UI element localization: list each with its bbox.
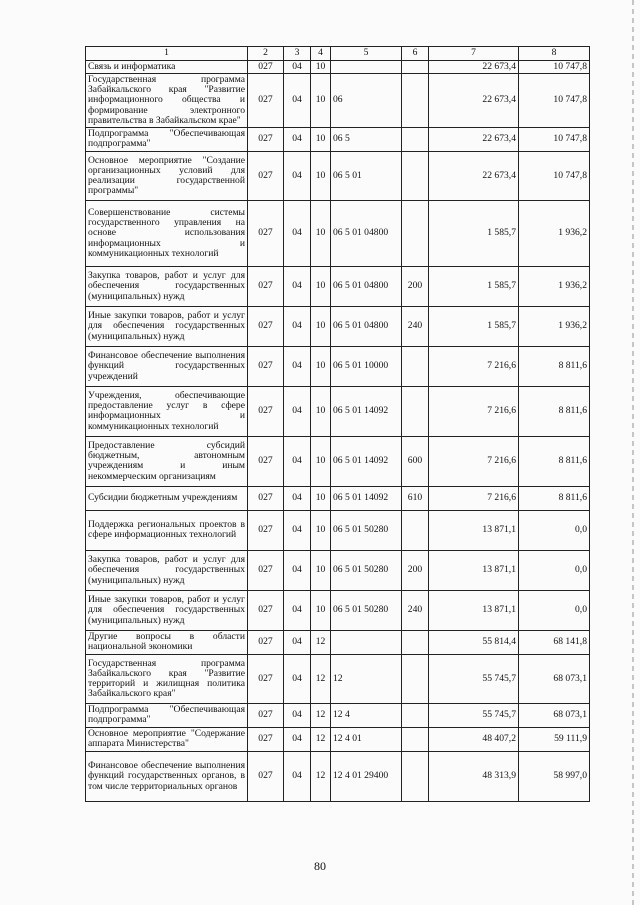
- row-admin-code-cell: 027: [248, 266, 284, 306]
- row-target-article-cell: 12 4: [331, 703, 402, 727]
- row-name-cell: Совершенствование системы государственного управления на основе использования информационных и коммуникационных технологий: [86, 200, 248, 266]
- row-amount-1-cell: 22 673,4: [429, 151, 519, 200]
- row-target-article-cell: 06 5 01 14092: [331, 486, 402, 510]
- row-amount-2-cell: 59 111,9: [519, 727, 590, 751]
- row-target-article-cell: 06 5 01 50280: [331, 550, 402, 590]
- row-expense-type-cell: [402, 151, 429, 200]
- table-row: [86, 151, 590, 200]
- row-expense-type-cell: [402, 654, 429, 703]
- row-name-cell: Закупка товаров, работ и услуг для обеспечения государственных (муниципальных) нужд: [86, 266, 248, 306]
- row-subsection-cell: 10: [311, 74, 331, 128]
- row-amount-1-cell: 55 814,4: [429, 630, 519, 654]
- row-target-article-cell: 06: [331, 74, 402, 128]
- table-row: [86, 751, 590, 801]
- row-target-article-cell: 12 4 01: [331, 727, 402, 751]
- table-row: [86, 386, 590, 436]
- row-name-cell: Закупка товаров, работ и услуг для обеспечения государственных (муниципальных) нужд: [86, 550, 248, 590]
- row-admin-code-cell: 027: [248, 630, 284, 654]
- row-admin-code-cell: 027: [248, 550, 284, 590]
- row-amount-2-cell: 0,0: [519, 550, 590, 590]
- row-subsection-cell: 10: [311, 61, 331, 74]
- row-target-article-cell: 12: [331, 654, 402, 703]
- row-name-cell: Подпрограмма "Обеспечивающая подпрограмма": [86, 703, 248, 727]
- header-cell: 6: [402, 47, 429, 61]
- row-amount-2-cell: 10 747,8: [519, 151, 590, 200]
- table-row: [86, 436, 590, 486]
- row-section-cell: 04: [284, 151, 311, 200]
- row-expense-type-cell: [402, 346, 429, 386]
- header-cell: 2: [248, 47, 284, 61]
- row-admin-code-cell: 027: [248, 74, 284, 128]
- table-row: [86, 346, 590, 386]
- row-amount-1-cell: 22 673,4: [429, 74, 519, 128]
- table-row: [86, 306, 590, 346]
- header-cell: 7: [429, 47, 519, 61]
- row-amount-1-cell: 48 313,9: [429, 751, 519, 801]
- row-subsection-cell: 10: [311, 486, 331, 510]
- row-name-cell: Основное мероприятие "Содержание аппарата Министерства": [86, 727, 248, 751]
- row-name-cell: Предоставление субсидий бюджетным, автономным учреждениям и иным некоммерческим организациям: [86, 436, 248, 486]
- row-section-cell: 04: [284, 346, 311, 386]
- row-name-cell: Подпрограмма "Обеспечивающая подпрограмма": [86, 127, 248, 151]
- row-expense-type-cell: [402, 74, 429, 128]
- row-name-cell: Финансовое обеспечение выполнения функций государственных учреждений: [86, 346, 248, 386]
- row-target-article-cell: 06 5 01 50280: [331, 510, 402, 550]
- row-subsection-cell: 10: [311, 306, 331, 346]
- row-target-article-cell: 06 5 01 14092: [331, 386, 402, 436]
- row-section-cell: 04: [284, 654, 311, 703]
- row-subsection-cell: 10: [311, 200, 331, 266]
- row-amount-1-cell: 48 407,2: [429, 727, 519, 751]
- row-subsection-cell: 10: [311, 510, 331, 550]
- row-amount-2-cell: 8 811,6: [519, 386, 590, 436]
- row-admin-code-cell: 027: [248, 200, 284, 266]
- row-expense-type-cell: 200: [402, 550, 429, 590]
- row-target-article-cell: 06 5 01: [331, 151, 402, 200]
- row-expense-type-cell: [402, 127, 429, 151]
- row-section-cell: 04: [284, 510, 311, 550]
- row-subsection-cell: 10: [311, 151, 331, 200]
- row-expense-type-cell: 200: [402, 266, 429, 306]
- row-subsection-cell: 12: [311, 751, 331, 801]
- row-admin-code-cell: 027: [248, 306, 284, 346]
- row-target-article-cell: 12 4 01 29400: [331, 751, 402, 801]
- table-row: [86, 74, 590, 128]
- row-amount-1-cell: 1 585,7: [429, 306, 519, 346]
- row-name-cell: Государственная программа Забайкальского края "Развитие территорий и жилищная политика Забайкальского края": [86, 654, 248, 703]
- row-name-cell: Связь и информатика: [86, 61, 248, 74]
- header-cell: 8: [519, 47, 590, 61]
- row-expense-type-cell: 610: [402, 486, 429, 510]
- row-section-cell: 04: [284, 61, 311, 74]
- row-target-article-cell: [331, 630, 402, 654]
- row-amount-2-cell: 8 811,6: [519, 346, 590, 386]
- row-section-cell: 04: [284, 127, 311, 151]
- row-amount-1-cell: 13 871,1: [429, 590, 519, 630]
- row-amount-2-cell: 1 936,2: [519, 266, 590, 306]
- table-row: [86, 266, 590, 306]
- row-admin-code-cell: 027: [248, 751, 284, 801]
- row-name-cell: Финансовое обеспечение выполнения функций государственных органов, в том числе территориальных органов: [86, 751, 248, 801]
- row-admin-code-cell: 027: [248, 510, 284, 550]
- row-admin-code-cell: 027: [248, 151, 284, 200]
- row-amount-2-cell: 10 747,8: [519, 127, 590, 151]
- row-section-cell: 04: [284, 436, 311, 486]
- table-row: [86, 127, 590, 151]
- row-amount-2-cell: 68 073,1: [519, 654, 590, 703]
- row-amount-2-cell: 8 811,6: [519, 486, 590, 510]
- table-row: [86, 550, 590, 590]
- row-amount-1-cell: 55 745,7: [429, 654, 519, 703]
- row-expense-type-cell: [402, 630, 429, 654]
- table-row: [86, 61, 590, 74]
- row-subsection-cell: 10: [311, 436, 331, 486]
- row-subsection-cell: 12: [311, 630, 331, 654]
- row-amount-1-cell: 13 871,1: [429, 510, 519, 550]
- row-target-article-cell: 06 5: [331, 127, 402, 151]
- row-name-cell: Субсидии бюджетным учреждениям: [86, 486, 248, 510]
- row-name-cell: Иные закупки товаров, работ и услуг для обеспечения государственных (муниципальных) нужд: [86, 306, 248, 346]
- row-expense-type-cell: [402, 703, 429, 727]
- row-expense-type-cell: [402, 510, 429, 550]
- table-row: [86, 200, 590, 266]
- row-section-cell: 04: [284, 590, 311, 630]
- row-section-cell: 04: [284, 266, 311, 306]
- row-section-cell: 04: [284, 306, 311, 346]
- row-amount-2-cell: 58 997,0: [519, 751, 590, 801]
- row-target-article-cell: [331, 61, 402, 74]
- row-expense-type-cell: [402, 200, 429, 266]
- row-name-cell: Учреждения, обеспечивающие предоставление услуг в сфере информационных и коммуникационных технологий: [86, 386, 248, 436]
- row-expense-type-cell: 600: [402, 436, 429, 486]
- row-name-cell: Иные закупки товаров, работ и услуг для обеспечения государственных (муниципальных) нужд: [86, 590, 248, 630]
- row-expense-type-cell: [402, 727, 429, 751]
- row-section-cell: 04: [284, 550, 311, 590]
- row-admin-code-cell: 027: [248, 654, 284, 703]
- row-target-article-cell: 06 5 01 04800: [331, 306, 402, 346]
- row-section-cell: 04: [284, 486, 311, 510]
- row-target-article-cell: 06 5 01 50280: [331, 590, 402, 630]
- row-subsection-cell: 10: [311, 386, 331, 436]
- header-cell: 5: [331, 47, 402, 61]
- row-subsection-cell: 12: [311, 703, 331, 727]
- row-admin-code-cell: 027: [248, 346, 284, 386]
- row-admin-code-cell: 027: [248, 486, 284, 510]
- row-amount-2-cell: 10 747,8: [519, 61, 590, 74]
- row-subsection-cell: 12: [311, 727, 331, 751]
- row-amount-2-cell: 8 811,6: [519, 436, 590, 486]
- row-admin-code-cell: 027: [248, 386, 284, 436]
- row-amount-1-cell: 13 871,1: [429, 550, 519, 590]
- row-expense-type-cell: 240: [402, 306, 429, 346]
- row-amount-1-cell: 1 585,7: [429, 200, 519, 266]
- table-row: [86, 703, 590, 727]
- row-subsection-cell: 10: [311, 127, 331, 151]
- row-admin-code-cell: 027: [248, 703, 284, 727]
- row-name-cell: Основное мероприятие "Создание организационных условий для реализации государственной программы": [86, 151, 248, 200]
- row-amount-1-cell: 7 216,6: [429, 486, 519, 510]
- row-admin-code-cell: 027: [248, 61, 284, 74]
- header-cell: 1: [86, 47, 248, 61]
- row-target-article-cell: 06 5 01 14092: [331, 436, 402, 486]
- budget-table: [85, 46, 590, 802]
- row-amount-1-cell: 22 673,4: [429, 61, 519, 74]
- row-section-cell: 04: [284, 74, 311, 128]
- row-amount-1-cell: 7 216,6: [429, 346, 519, 386]
- row-expense-type-cell: [402, 751, 429, 801]
- row-target-article-cell: 06 5 01 10000: [331, 346, 402, 386]
- row-admin-code-cell: 027: [248, 436, 284, 486]
- row-section-cell: 04: [284, 703, 311, 727]
- table-row: [86, 510, 590, 550]
- row-amount-1-cell: 1 585,7: [429, 266, 519, 306]
- row-amount-2-cell: 68 141,8: [519, 630, 590, 654]
- table-header-row: [86, 47, 590, 61]
- page-number: 80: [314, 859, 326, 873]
- row-name-cell: Другие вопросы в области национальной экономики: [86, 630, 248, 654]
- row-section-cell: 04: [284, 386, 311, 436]
- table-row: [86, 727, 590, 751]
- row-target-article-cell: 06 5 01 04800: [331, 266, 402, 306]
- table-row: [86, 590, 590, 630]
- row-expense-type-cell: 240: [402, 590, 429, 630]
- row-expense-type-cell: [402, 61, 429, 74]
- row-amount-2-cell: 0,0: [519, 510, 590, 550]
- row-admin-code-cell: 027: [248, 590, 284, 630]
- row-subsection-cell: 10: [311, 590, 331, 630]
- row-amount-2-cell: 10 747,8: [519, 74, 590, 128]
- header-cell: 3: [284, 47, 311, 61]
- header-cell: 4: [311, 47, 331, 61]
- row-target-article-cell: 06 5 01 04800: [331, 200, 402, 266]
- row-section-cell: 04: [284, 200, 311, 266]
- row-section-cell: 04: [284, 751, 311, 801]
- table-row: [86, 630, 590, 654]
- row-amount-2-cell: 1 936,2: [519, 306, 590, 346]
- table-row: [86, 654, 590, 703]
- row-subsection-cell: 10: [311, 346, 331, 386]
- table-row: [86, 486, 590, 510]
- row-expense-type-cell: [402, 386, 429, 436]
- row-subsection-cell: 12: [311, 654, 331, 703]
- row-amount-1-cell: 7 216,6: [429, 386, 519, 436]
- row-subsection-cell: 10: [311, 266, 331, 306]
- row-section-cell: 04: [284, 727, 311, 751]
- row-amount-2-cell: 68 073,1: [519, 703, 590, 727]
- row-amount-2-cell: 1 936,2: [519, 200, 590, 266]
- row-admin-code-cell: 027: [248, 127, 284, 151]
- row-amount-2-cell: 0,0: [519, 590, 590, 630]
- row-subsection-cell: 10: [311, 550, 331, 590]
- row-amount-1-cell: 55 745,7: [429, 703, 519, 727]
- row-name-cell: Поддержка региональных проектов в сфере информационных технологий: [86, 510, 248, 550]
- row-amount-1-cell: 7 216,6: [429, 436, 519, 486]
- row-admin-code-cell: 027: [248, 727, 284, 751]
- row-amount-1-cell: 22 673,4: [429, 127, 519, 151]
- scan-edge: [632, 0, 634, 905]
- row-section-cell: 04: [284, 630, 311, 654]
- row-name-cell: Государственная программа Забайкальского края "Развитие информационного общества и формирование электронного правительства в Забайкальском крае": [86, 74, 248, 128]
